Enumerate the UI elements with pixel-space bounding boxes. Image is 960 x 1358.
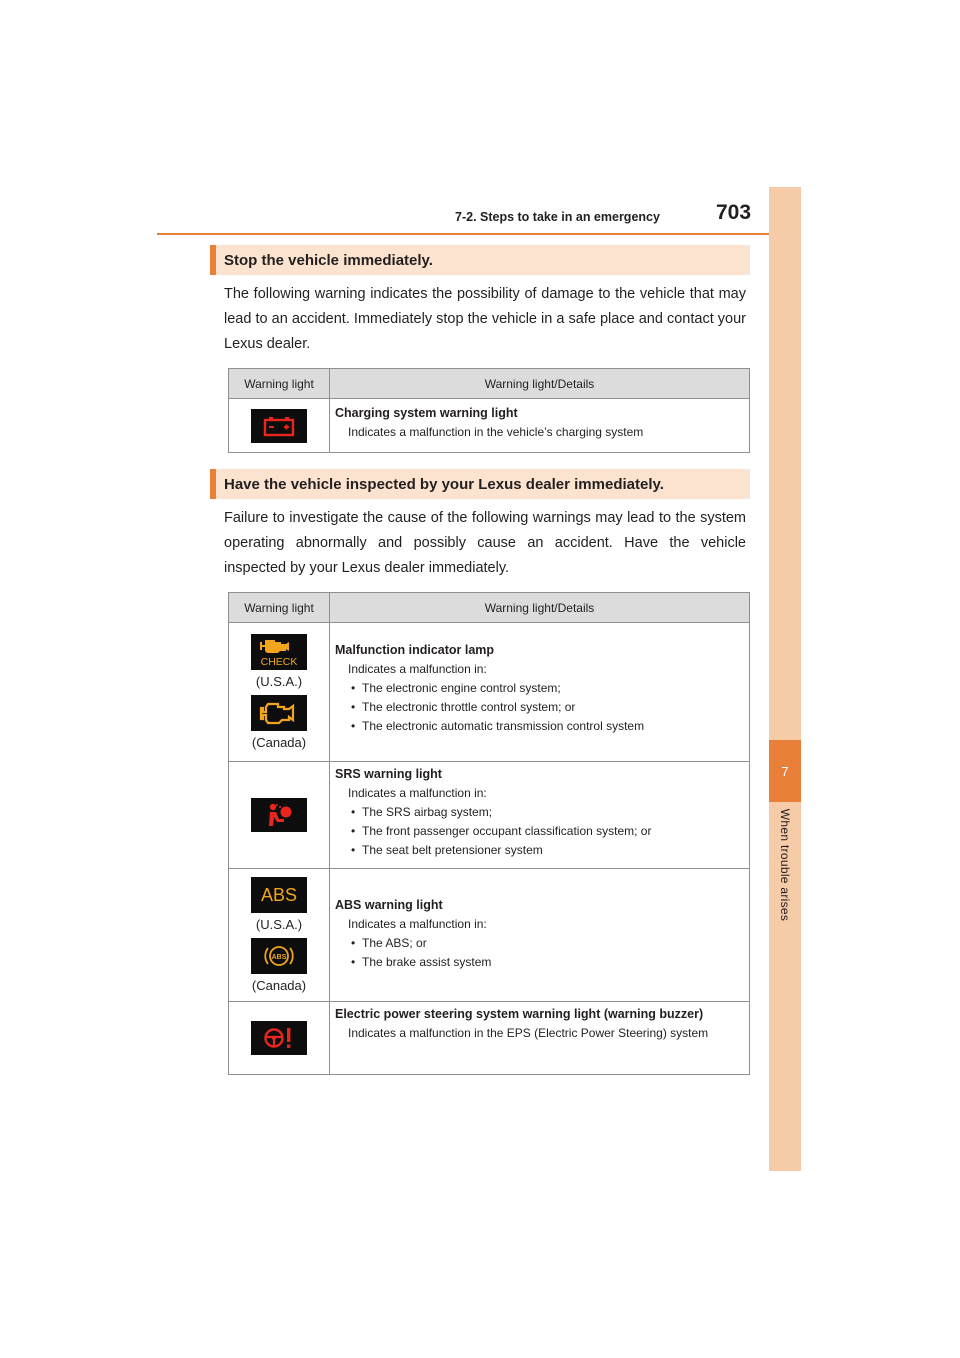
- section-heading-stop: Stop the vehicle immediately.: [210, 245, 750, 275]
- region-label-canada: (Canada): [251, 735, 307, 750]
- list-item: • The seat belt pretensioner system: [348, 841, 741, 860]
- chapter-title: When trouble arises: [778, 808, 792, 922]
- abs-text-label: ABS: [260, 884, 298, 905]
- item-title: ABS warning light: [335, 898, 443, 912]
- engine-icon: [251, 695, 307, 731]
- column-header-warning-light: Warning light: [229, 369, 330, 398]
- header-rule: [157, 233, 801, 235]
- item-title: Malfunction indicator lamp: [335, 643, 495, 657]
- item-description: Indicates a malfunction in:: [348, 917, 487, 931]
- item-title: Electric power steering system warning light (warning buzzer): [335, 1007, 704, 1021]
- list-item: • The electronic engine control system;: [348, 679, 741, 698]
- bullet-list: [335, 679, 741, 736]
- list-item: • The front passenger occupant classification system; or: [348, 822, 741, 841]
- column-header-warning-light: Warning light: [229, 593, 330, 622]
- table-row: [229, 399, 749, 452]
- running-head: 7-2. Steps to take in an emergency: [455, 210, 660, 224]
- bullet-list: [335, 934, 741, 972]
- chapter-number-tab: 7: [769, 740, 801, 802]
- item-description: Indicates a malfunction in the vehicle’s charging system: [348, 425, 644, 439]
- item-description: Indicates a malfunction in:: [348, 786, 487, 800]
- abs-circle-icon: [251, 938, 307, 974]
- list-item: • The electronic throttle control system; or: [348, 698, 741, 717]
- item-title: Charging system warning light: [335, 406, 518, 420]
- list-item: • The SRS airbag system;: [348, 803, 741, 822]
- region-label-usa: (U.S.A.): [255, 674, 303, 689]
- column-header-details: Warning light/Details: [484, 376, 595, 391]
- table-header: [229, 593, 749, 623]
- section-heading-inspect: Have the vehicle inspected by your Lexus dealer immediately.: [210, 469, 750, 499]
- chapter-side-tab: [769, 187, 801, 1171]
- section-paragraph-stop: The following warning indicates the possibility of damage to the vehicle that may lead to an accident. Immediately stop the vehicle in a safe place and contact your Lexus dealer.: [224, 286, 746, 352]
- steering-warning-icon: [251, 1021, 307, 1055]
- table-header: [229, 369, 749, 399]
- abs-text-icon: [251, 877, 307, 913]
- table-row: [229, 762, 749, 869]
- list-item: • The ABS; or: [348, 934, 741, 953]
- table-row: [229, 869, 749, 1002]
- battery-warning-icon: [251, 409, 307, 443]
- bullet-list: [335, 803, 741, 860]
- list-item: • The brake assist system: [348, 953, 741, 972]
- warning-table-inspect: [228, 592, 750, 1075]
- check-engine-icon: [251, 634, 307, 670]
- airbag-icon: [251, 798, 307, 832]
- section-paragraph-inspect: Failure to investigate the cause of the following warnings may lead to the system operating abnormally and possibly cause an accident. Have the vehicle inspected by your Lexus dealer immediately.: [224, 510, 746, 576]
- item-title: SRS warning light: [335, 767, 442, 781]
- page-number: 703: [716, 201, 752, 224]
- item-description: Indicates a malfunction in:: [348, 662, 487, 676]
- table-row: [229, 623, 749, 762]
- list-item: • The electronic automatic transmission control system: [348, 717, 741, 736]
- svg-text:ABS: ABS: [271, 954, 287, 961]
- table-row: [229, 1002, 749, 1074]
- column-header-details: Warning light/Details: [484, 600, 595, 615]
- region-label-usa: (U.S.A.): [255, 917, 303, 932]
- svg-text:CHECK: CHECK: [260, 656, 298, 668]
- region-label-canada: (Canada): [251, 978, 307, 993]
- item-description: Indicates a malfunction in the EPS (Electric Power Steering) system: [348, 1026, 709, 1040]
- warning-table-stop: [228, 368, 750, 453]
